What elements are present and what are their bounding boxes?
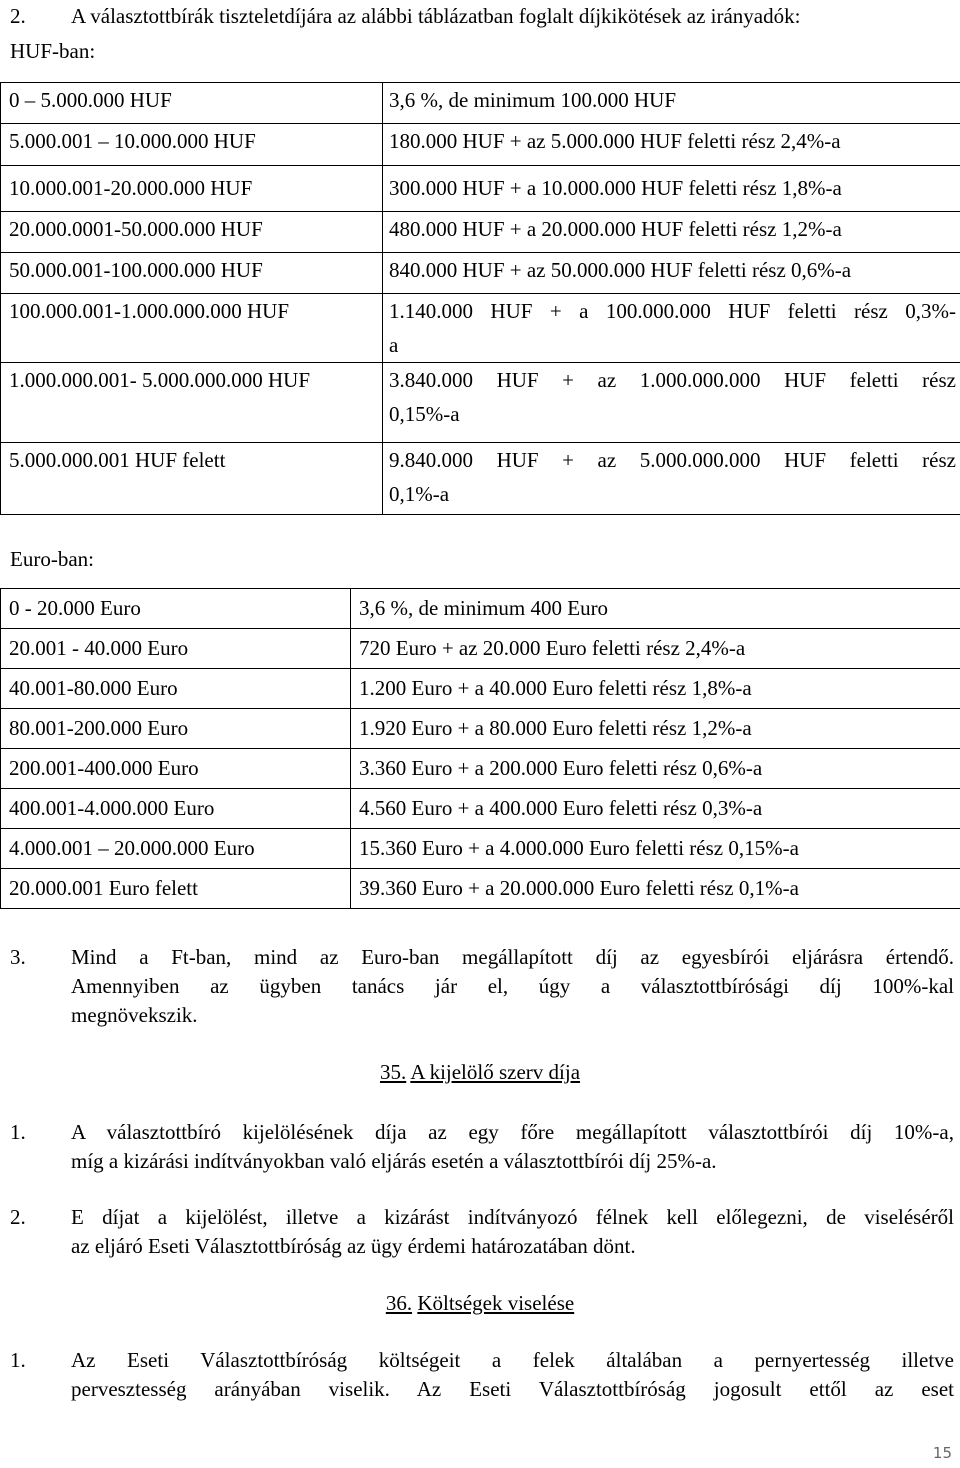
section-35-number: 35. — [379, 1060, 407, 1084]
item-3-line-2: Amennyiben az ügyben tanács jár el, úgy a választottbírósági díj 100%-kal — [71, 974, 954, 998]
range-cell: 100.000.001-1.000.000.000 HUF — [1, 294, 383, 363]
huf-fee-table — [0, 82, 960, 515]
range-cell: 4.000.001 – 20.000.000 Euro — [1, 829, 351, 869]
table-row — [1, 294, 960, 363]
s36-item-1-number: 1. — [10, 1348, 26, 1372]
range-cell: 40.001-80.000 Euro — [1, 669, 351, 709]
s36-item-1-line-2: pervesztesség arányában viselik. Az Eseti Választottbíróság jogosult ettől az eset — [71, 1377, 954, 1401]
range-cell: 80.001-200.000 Euro — [1, 709, 351, 749]
item-2-number: 2. — [10, 4, 26, 28]
table-row — [1, 669, 960, 709]
section-35-heading — [0, 1060, 960, 1085]
range-cell: 20.001 - 40.000 Euro — [1, 629, 351, 669]
range-cell: 400.001-4.000.000 Euro — [1, 789, 351, 829]
s35-item-2-line-2: az eljáró Eseti Választottbíróság az ügy érdemi határozatában dönt. — [71, 1234, 636, 1258]
table-row — [1, 83, 960, 124]
table-row — [1, 869, 960, 909]
item-3-line-3: megnövekszik. — [71, 1003, 198, 1027]
fee-line-2: a — [389, 333, 399, 357]
fee-cell: 3,6 %, de minimum 100.000 HUF — [383, 83, 960, 124]
section-35-title: A kijelölő szerv díja — [410, 1060, 581, 1084]
eur-fee-table — [0, 588, 960, 909]
fee-cell — [383, 363, 960, 443]
s35-item-1-line-1: A választottbíró kijelölésének díja az egy főre megállapított választottbírói díj 10%-a, — [71, 1120, 954, 1144]
s35-item-2-line-1: E díjat a kijelölést, illetve a kizárást indítványozó félnek kell előlegezni, de viseléséről — [71, 1205, 954, 1229]
range-cell: 1.000.000.001- 5.000.000.000 HUF — [1, 363, 383, 443]
range-cell: 20.000.001 Euro felett — [1, 869, 351, 909]
fee-line-1: 1.140.000 HUF + a 100.000.000 HUF feletti rész 0,3%- — [389, 299, 956, 323]
s35-item-2-number: 2. — [10, 1205, 26, 1229]
fee-cell: 3.360 Euro + a 200.000 Euro feletti rész 0,6%-a — [351, 749, 960, 789]
fee-cell: 3,6 %, de minimum 400 Euro — [351, 589, 960, 629]
section-36-number: 36. — [385, 1291, 413, 1315]
range-cell: 0 - 20.000 Euro — [1, 589, 351, 629]
s35-item-1-number: 1. — [10, 1120, 26, 1144]
section-36-title: Költségek viselése — [417, 1291, 575, 1315]
table-row — [1, 363, 960, 443]
table-row — [1, 749, 960, 789]
fee-cell: 1.200 Euro + a 40.000 Euro feletti rész 1,8%-a — [351, 669, 960, 709]
s35-item-2-text — [71, 1203, 954, 1261]
fee-cell — [383, 294, 960, 363]
eur-label: Euro-ban: — [10, 547, 94, 571]
table-row — [1, 124, 960, 166]
table-row — [1, 829, 960, 869]
s35-item-1-text — [71, 1118, 954, 1176]
section-36-heading — [0, 1291, 960, 1316]
table-row — [1, 709, 960, 749]
fee-cell: 4.560 Euro + a 400.000 Euro feletti rész 0,3%-a — [351, 789, 960, 829]
item-3-number: 3. — [10, 945, 26, 969]
fee-cell: 180.000 HUF + az 5.000.000 HUF feletti rész 2,4%-a — [383, 124, 960, 166]
fee-line-1: 9.840.000 HUF + az 5.000.000.000 HUF feletti rész — [389, 448, 956, 472]
fee-cell: 1.920 Euro + a 80.000 Euro feletti rész 1,2%-a — [351, 709, 960, 749]
range-cell: 10.000.001-20.000.000 HUF — [1, 166, 383, 212]
item-3-text — [71, 943, 954, 1030]
item-3-line-1: Mind a Ft-ban, mind az Euro-ban megállapított díj az egyesbírói eljárásra értendő. — [71, 945, 954, 969]
fee-cell — [383, 443, 960, 515]
fee-cell: 720 Euro + az 20.000 Euro feletti rész 2,4%-a — [351, 629, 960, 669]
fee-cell: 15.360 Euro + a 4.000.000 Euro feletti rész 0,15%-a — [351, 829, 960, 869]
table-row — [1, 789, 960, 829]
range-cell: 50.000.001-100.000.000 HUF — [1, 253, 383, 294]
fee-line-2: 0,15%-a — [389, 402, 460, 426]
fee-line-1: 3.840.000 HUF + az 1.000.000.000 HUF feletti rész — [389, 368, 956, 392]
s36-item-1-text — [71, 1346, 954, 1404]
range-cell: 5.000.001 – 10.000.000 HUF — [1, 124, 383, 166]
range-cell: 5.000.000.001 HUF felett — [1, 443, 383, 515]
s35-item-1-line-2: míg a kizárási indítványokban való eljárás esetén a választottbírói díj 25%-a. — [71, 1149, 717, 1173]
table-row — [1, 629, 960, 669]
s36-item-1-line-1: Az Eseti Választottbíróság költségeit a felek általában a pernyertesség illetve — [71, 1348, 954, 1372]
fee-cell: 840.000 HUF + az 50.000.000 HUF feletti rész 0,6%-a — [383, 253, 960, 294]
table-row — [1, 589, 960, 629]
range-cell: 20.000.0001-50.000.000 HUF — [1, 212, 383, 253]
table-row — [1, 443, 960, 515]
range-cell: 200.001-400.000 Euro — [1, 749, 351, 789]
table-row — [1, 166, 960, 212]
item-2-text: A választottbírák tiszteletdíjára az alábbi táblázatban foglalt díjkikötések az irányadók: — [71, 4, 801, 28]
table-row — [1, 253, 960, 294]
range-cell: 0 – 5.000.000 HUF — [1, 83, 383, 124]
fee-cell: 300.000 HUF + a 10.000.000 HUF feletti rész 1,8%-a — [383, 166, 960, 212]
table-row — [1, 212, 960, 253]
fee-cell: 480.000 HUF + a 20.000.000 HUF feletti rész 1,2%-a — [383, 212, 960, 253]
huf-label: HUF-ban: — [10, 39, 96, 63]
fee-line-2: 0,1%-a — [389, 482, 450, 506]
fee-cell: 39.360 Euro + a 20.000.000 Euro feletti rész 0,1%-a — [351, 869, 960, 909]
page-number: 15 — [932, 1444, 952, 1462]
